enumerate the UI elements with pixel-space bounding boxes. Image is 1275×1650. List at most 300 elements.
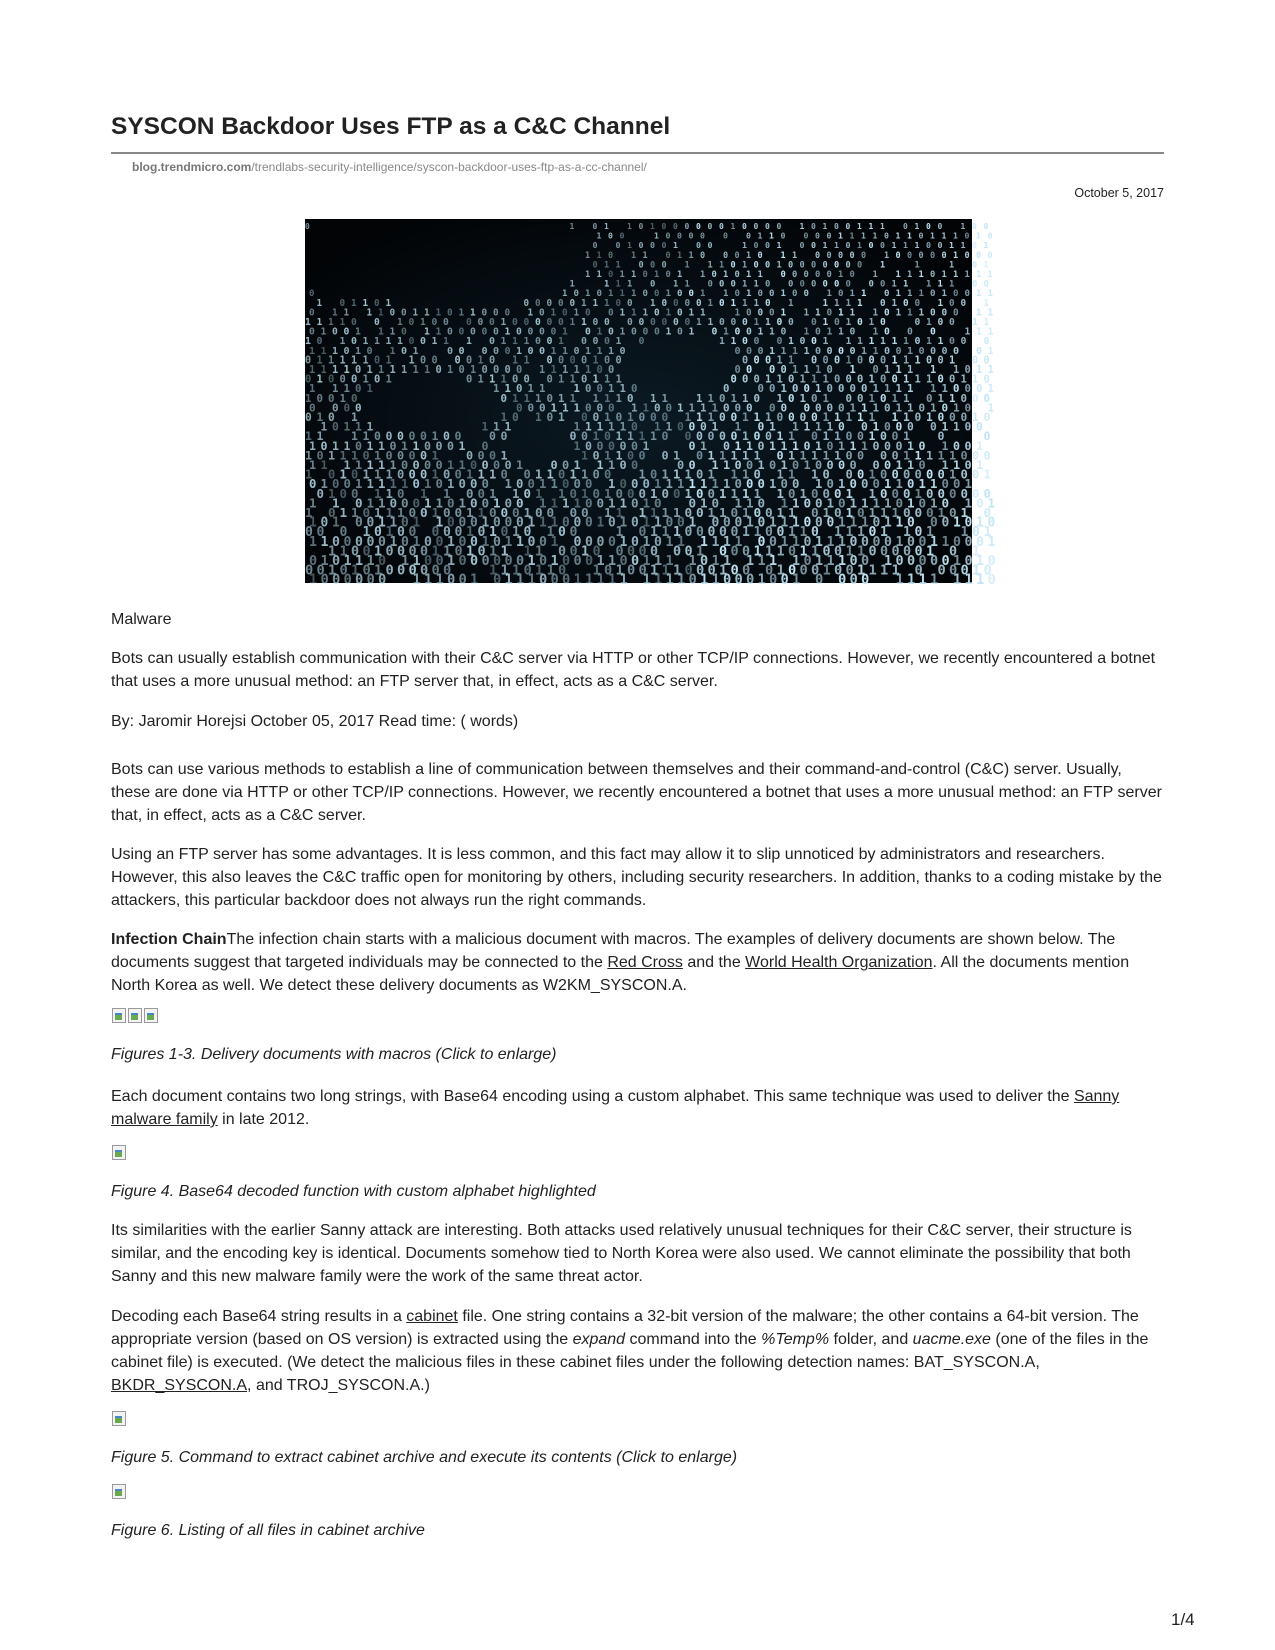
binary-digit: 1 (316, 429, 324, 444)
binary-digit: 0 (880, 317, 886, 328)
binary-digit: 0 (903, 222, 908, 231)
binary-digit: 0 (746, 458, 754, 472)
binary-digit: 1 (343, 458, 351, 472)
binary-digit: 1 (366, 553, 375, 569)
paragraph-3 (111, 928, 1164, 997)
binary-digit: 1 (309, 345, 316, 357)
binary-digit: 1 (596, 515, 605, 531)
binary-digit: 0 (527, 326, 534, 338)
binary-digit: 1 (730, 485, 738, 501)
binary-digit: 1 (834, 448, 842, 463)
binary-digit: 1 (799, 525, 808, 541)
binary-digit: 1 (401, 364, 408, 376)
binary-digit: 1 (849, 289, 855, 300)
binary-digit: 1 (592, 355, 599, 367)
binary-digit: 1 (868, 429, 876, 444)
binary-digit: 0 (746, 345, 753, 357)
binary-digit: 0 (746, 401, 753, 415)
binary-digit: 1 (822, 448, 830, 463)
binary-digit: 0 (845, 222, 851, 231)
binary-digit: 1 (688, 307, 695, 319)
binary-digit: 0 (757, 289, 763, 300)
binary-digit: 1 (845, 525, 854, 541)
binary-digit: 0 (972, 525, 980, 541)
binary-digit: 0 (930, 307, 936, 319)
binary-digit: 1 (822, 505, 831, 520)
binary-digit: 1 (730, 391, 738, 405)
binary-digit: 0 (895, 250, 901, 261)
binary-digit: 1 (608, 345, 615, 357)
binary-digit: 0 (811, 240, 816, 251)
binary-digit: 1 (320, 420, 328, 434)
binary-digit: 0 (880, 448, 888, 463)
binary-digit: 0 (765, 260, 771, 271)
binary-digit: 0 (700, 250, 706, 261)
binary-digit: 0 (332, 534, 340, 550)
binary-digit: 0 (723, 382, 730, 396)
binary-digit: 0 (539, 345, 546, 357)
binary-digit: 0 (493, 553, 502, 569)
binary-digit: 1 (604, 448, 612, 463)
binary-digit: 0 (822, 279, 828, 290)
binary-digit: 1 (481, 515, 490, 531)
binary-digit: 0 (811, 505, 819, 520)
binary-digit: 0 (627, 297, 633, 309)
binary-digit: 0 (719, 411, 726, 424)
binary-digit: 1 (776, 355, 783, 367)
binary-digit: 0 (949, 297, 955, 309)
binary-digit: 0 (351, 336, 357, 348)
binary-digit: 1 (711, 553, 720, 569)
binary-digit: 1 (769, 326, 775, 338)
binary-digit: 0 (366, 534, 375, 550)
binary-digit: 0 (696, 240, 701, 251)
binary-digit: 0 (454, 505, 463, 520)
binary-digit: 0 (857, 505, 865, 520)
binary-digit: 1 (305, 429, 312, 444)
binary-digit: 0 (734, 458, 742, 472)
binary-digit: 0 (707, 525, 716, 541)
broken-image-icon[interactable] (143, 1007, 159, 1023)
binary-digit: 0 (711, 495, 720, 511)
binary-digit: 1 (355, 420, 362, 434)
binary-digit: 0 (397, 544, 406, 560)
binary-digit: 0 (424, 534, 432, 550)
binary-digit: 0 (780, 401, 788, 415)
binary-digit: 0 (792, 382, 799, 396)
binary-digit: 1 (527, 515, 536, 531)
binary-digit: 1 (987, 307, 994, 319)
binary-digit: 0 (799, 336, 806, 348)
binary-digit: 0 (309, 401, 316, 415)
paragraph-6-text-a: Decoding each Base64 string results in a (111, 1308, 407, 1325)
binary-digit: 1 (665, 477, 673, 492)
binary-digit: 0 (826, 477, 834, 492)
binary-digit: 1 (953, 420, 960, 434)
binary-digit: 0 (539, 553, 548, 569)
binary-digit: 1 (608, 458, 616, 472)
binary-digit: 1 (903, 240, 908, 251)
binary-digit: 1 (535, 467, 543, 482)
binary-digit: 1 (868, 485, 876, 501)
binary-digit: 1 (389, 534, 398, 550)
binary-digit: 0 (546, 317, 553, 328)
binary-digit: 1 (596, 553, 605, 569)
binary-digit: 0 (592, 448, 600, 463)
binary-digit: 1 (872, 345, 879, 357)
binary-digit: 1 (937, 448, 945, 463)
binary-digit: 1 (803, 307, 810, 319)
binary-digit: 1 (389, 458, 397, 472)
binary-digit: 0 (799, 411, 807, 424)
binary-digit: 0 (757, 250, 763, 261)
binary-digit: 1 (976, 553, 985, 569)
binary-digit: 1 (615, 336, 622, 348)
binary-digit: 0 (654, 326, 660, 338)
binary-digit: 0 (638, 448, 646, 463)
binary-digit: 1 (328, 544, 337, 560)
figure-4-image (111, 1144, 1164, 1162)
binary-digit: 1 (914, 485, 922, 501)
binary-digit: 0 (941, 401, 949, 415)
binary-digit: 1 (650, 505, 658, 520)
broken-image-icon[interactable] (111, 1144, 127, 1160)
binary-digit: 0 (596, 289, 602, 300)
binary-digit: 0 (953, 345, 960, 357)
binary-digit: 1 (918, 307, 925, 319)
binary-digit: 1 (385, 373, 392, 386)
binary-digit: 1 (592, 391, 600, 405)
binary-digit: 0 (627, 448, 635, 463)
binary-digit: 0 (826, 438, 834, 453)
binary-digit: 0 (964, 382, 971, 396)
paragraph-2-text: Using an FTP server has some advantages. It is less common, and this fact may allow it to slip unnoticed by administrators and researchers. However, this also leaves the C&C traffic open for monitoring by others, including security researchers. In addition, thanks to a coding mistake by the attackers, this particular backdoor does not always run the right commands. (111, 846, 1162, 909)
binary-digit: 0 (895, 345, 902, 357)
binary-digit: 0 (707, 222, 713, 231)
paragraph-6 (111, 1305, 1164, 1397)
binary-digit: 0 (780, 230, 786, 241)
binary-digit: 1 (523, 391, 531, 405)
paragraph-4-text-a: Each document contains two long strings, with Base64 encoding using a custom alphabet. This same technique was used to deliver the (111, 1088, 1074, 1105)
broken-image-icon[interactable] (127, 1007, 143, 1023)
binary-digit: 0 (481, 326, 488, 338)
binary-digit: 1 (585, 345, 592, 357)
binary-digit: 0 (305, 562, 314, 579)
binary-digit: 0 (914, 562, 923, 579)
cabinet-link[interactable]: cabinet (406, 1308, 458, 1325)
binary-digit: 1 (719, 336, 725, 348)
binary-digit: 0 (688, 230, 694, 241)
binary-digit: 0 (811, 336, 817, 348)
binary-digit: 1 (723, 289, 729, 300)
binary-digit: 1 (481, 534, 490, 550)
binary-digit: 0 (949, 485, 957, 501)
binary-digit: 0 (320, 515, 329, 531)
binary-digit: 0 (424, 438, 431, 453)
binary-digit: 1 (780, 515, 789, 531)
binary-digit: 1 (355, 477, 363, 492)
binary-digit: 0 (757, 534, 766, 550)
binary-digit: 1 (677, 401, 684, 415)
binary-digit: 0 (608, 230, 613, 241)
binary-digit: 0 (581, 355, 588, 367)
binary-digit: 0 (596, 534, 605, 550)
binary-digit: 1 (918, 289, 924, 300)
binary-digit: 1 (822, 391, 830, 405)
binary-digit: 0 (838, 495, 846, 511)
binary-digit: 0 (458, 515, 467, 531)
binary-digit: 1 (914, 260, 920, 271)
binary-digit: 1 (661, 525, 670, 541)
binary-digit: 0 (822, 355, 829, 367)
binary-digit: 1 (834, 525, 842, 541)
binary-digit: 0 (470, 515, 478, 531)
binary-digit: 1 (362, 525, 371, 541)
binary-digit: 1 (845, 336, 852, 348)
binary-digit: 1 (481, 420, 489, 434)
binary-digit: 1 (757, 458, 765, 472)
binary-digit: 1 (742, 411, 749, 424)
binary-digit: 1 (512, 336, 518, 348)
binary-digit: 1 (799, 222, 805, 231)
binary-digit: 1 (412, 515, 421, 531)
binary-digit: 1 (638, 429, 646, 444)
binary-digit: 0 (596, 382, 603, 396)
binary-digit: 0 (930, 326, 936, 338)
binary-digit: 1 (581, 448, 589, 463)
binary-digit: 0 (753, 505, 762, 520)
binary-digit: 0 (573, 515, 582, 531)
binary-digit: 0 (470, 326, 476, 338)
binary-digit: 1 (868, 505, 877, 520)
binary-digit: 0 (838, 458, 846, 472)
binary-digit: 0 (976, 495, 984, 511)
binary-digit: 1 (619, 382, 626, 396)
binary-digit: 0 (711, 515, 720, 531)
binary-digit: 0 (374, 355, 381, 367)
binary-digit: 0 (811, 429, 818, 444)
binary-digit: 1 (849, 230, 855, 241)
sanny-malware-link[interactable]: Sanny malware family (111, 1088, 1120, 1128)
binary-digit: 1 (811, 373, 818, 386)
binary-digit: 1 (742, 391, 749, 405)
binary-digit: 1 (458, 495, 467, 511)
broken-image-icon[interactable] (111, 1483, 127, 1499)
binary-digit: 1 (746, 553, 755, 569)
binary-digit: 0 (711, 326, 718, 338)
binary-digit: 0 (926, 467, 934, 482)
binary-digit: 1 (746, 250, 752, 261)
binary-digit: 1 (780, 382, 787, 396)
binary-digit: 1 (661, 505, 670, 520)
binary-digit: 1 (684, 467, 692, 482)
binary-digit: 0 (788, 411, 795, 424)
binary-digit: 0 (316, 336, 323, 348)
binary-digit: 0 (684, 562, 693, 579)
binary-digit: 0 (470, 534, 478, 550)
binary-digit: 0 (803, 495, 812, 511)
binary-digit: 0 (608, 307, 614, 319)
binary-digit: 0 (914, 411, 922, 424)
binary-digit: 0 (569, 505, 578, 520)
binary-digit: 1 (849, 307, 856, 319)
binary-digit: 0 (389, 438, 397, 453)
binary-digit: 1 (366, 495, 375, 511)
binary-digit: 1 (707, 448, 715, 463)
binary-digit: 1 (803, 345, 810, 357)
binary-digit: 0 (788, 391, 795, 405)
binary-digit: 1 (903, 355, 910, 367)
binary-digit: 1 (535, 411, 542, 424)
binary-digit: 0 (470, 477, 478, 492)
binary-digit: 0 (677, 307, 683, 319)
bkdr-syscon-link[interactable]: BKDR_SYSCON.A (111, 1377, 248, 1394)
binary-digit: 0 (964, 534, 973, 550)
binary-digit: 0 (615, 240, 621, 251)
binary-digit: 1 (339, 505, 348, 520)
binary-digit: 0 (742, 544, 751, 560)
binary-digit: 0 (654, 307, 660, 319)
binary-digit: 0 (861, 420, 868, 434)
binary-digit: 1 (884, 250, 890, 261)
binary-digit: 0 (493, 364, 500, 376)
binary-digit: 1 (907, 572, 916, 589)
binary-digit: 1 (753, 279, 759, 290)
binary-digit: 1 (792, 250, 798, 261)
binary-digit: 1 (711, 572, 720, 589)
binary-digit: 1 (385, 336, 392, 348)
binary-digit: 1 (757, 572, 766, 589)
binary-digit: 1 (788, 525, 796, 541)
binary-digit: 1 (343, 307, 350, 319)
binary-digit: 0 (366, 345, 373, 357)
binary-digit: 0 (661, 317, 668, 328)
binary-digit: 1 (757, 230, 763, 241)
binary-digit: 0 (309, 477, 317, 492)
binary-digit: 0 (964, 515, 973, 531)
binary-digit: 0 (914, 467, 922, 482)
binary-digit: 0 (627, 562, 636, 579)
binary-digit: 0 (661, 429, 669, 444)
binary-digit: 1 (328, 317, 334, 328)
binary-digit: 0 (949, 373, 956, 386)
binary-digit: 0 (845, 260, 851, 271)
binary-digit: 1 (309, 364, 316, 376)
binary-digit: 1 (650, 562, 659, 579)
binary-digit: 1 (903, 411, 910, 424)
binary-digit: 1 (527, 553, 536, 569)
binary-digit: 0 (351, 373, 358, 386)
binary-digit: 1 (953, 458, 961, 472)
binary-digit: 0 (742, 373, 749, 386)
byline: By: Jaromir Horejsi October 05, 2017 Read time: ( words) (111, 713, 519, 730)
binary-digit: 0 (769, 458, 777, 472)
binary-digit: 0 (776, 222, 782, 231)
binary-digit: 0 (918, 438, 926, 453)
binary-digit: 0 (849, 382, 856, 396)
binary-digit: 0 (339, 525, 348, 541)
binary-digit: 0 (500, 505, 509, 520)
binary-digit: 0 (788, 279, 794, 290)
broken-image-icon[interactable] (111, 1007, 127, 1023)
binary-digit: 0 (527, 477, 535, 492)
binary-digit: 1 (742, 279, 748, 290)
binary-digit: 1 (857, 544, 866, 560)
binary-digit: 0 (696, 297, 702, 309)
red-cross-link[interactable]: Red Cross (607, 954, 683, 971)
binary-digit: 0 (581, 373, 588, 386)
binary-digit: 0 (838, 289, 844, 300)
binary-digit: 0 (332, 553, 341, 569)
binary-digit: 0 (562, 458, 570, 472)
binary-digit: 1 (792, 553, 801, 569)
binary-digit: 0 (769, 289, 775, 300)
binary-digit: 1 (880, 562, 889, 579)
broken-image-icon[interactable] (111, 1410, 127, 1426)
article-title: SYSCON Backdoor Uses FTP as a C&C Channel (111, 113, 671, 140)
figure-6-image (111, 1483, 1164, 1501)
binary-digit: 1 (861, 515, 869, 531)
binary-digit: 0 (516, 382, 523, 396)
binary-digit: 0 (788, 317, 794, 328)
who-link[interactable]: World Health Organization (745, 954, 933, 971)
binary-digit: 1 (953, 250, 959, 261)
binary-digit: 1 (412, 438, 420, 453)
binary-digit: 0 (746, 307, 752, 319)
binary-digit: 1 (914, 355, 921, 367)
binary-digit: 1 (688, 515, 697, 531)
binary-digit: 0 (431, 355, 438, 367)
binary-digit: 1 (707, 297, 714, 309)
binary-digit: 0 (769, 401, 776, 415)
binary-digit: 1 (619, 572, 628, 589)
binary-digit: 1 (343, 420, 351, 434)
binary-digit: 1 (753, 525, 762, 541)
binary-digit: 1 (845, 297, 852, 309)
binary-digit: 1 (941, 534, 950, 550)
binary-digit: 0 (608, 515, 616, 531)
binary-digit: 0 (504, 553, 513, 569)
binary-digit: 1 (857, 525, 865, 541)
binary-digit: 1 (926, 525, 934, 541)
binary-digit: 1 (558, 411, 565, 424)
binary-digit: 0 (535, 336, 541, 348)
binary-digit: 0 (408, 467, 416, 482)
binary-digit: 0 (585, 401, 592, 415)
binary-digit: 1 (385, 525, 394, 541)
binary-digit: 1 (316, 355, 323, 367)
binary-digit: 0 (604, 317, 610, 328)
binary-digit: 0 (834, 317, 840, 328)
binary-digit: 1 (351, 562, 360, 579)
binary-digit: 0 (320, 438, 328, 453)
binary-digit: 1 (596, 250, 602, 261)
binary-digit: 1 (987, 495, 996, 511)
binary-digit: 1 (550, 534, 559, 550)
binary-digit: 0 (573, 534, 582, 550)
binary-digit: 1 (960, 525, 969, 541)
binary-digit: 0 (489, 317, 495, 328)
binary-digit: 1 (431, 336, 438, 348)
binary-digit: 1 (700, 477, 708, 492)
binary-digit: 1 (937, 297, 944, 309)
binary-digit: 0 (454, 355, 461, 367)
binary-digit: 1 (366, 458, 374, 472)
binary-digit: 0 (964, 230, 970, 241)
binary-digit: 0 (654, 534, 662, 550)
binary-digit: 0 (493, 307, 499, 319)
binary-digit: 1 (849, 401, 857, 415)
